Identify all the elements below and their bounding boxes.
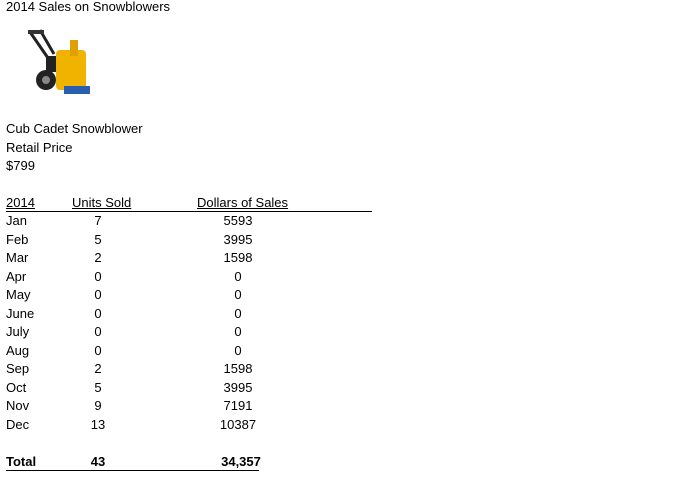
month-cell: Apr bbox=[6, 268, 27, 284]
month-cell: Sep bbox=[6, 361, 30, 376]
dollars-cell: 0 bbox=[234, 287, 242, 302]
table-row bbox=[6, 306, 372, 322]
table-row bbox=[6, 417, 372, 433]
table-row bbox=[6, 380, 372, 396]
units-cell: 0 bbox=[94, 305, 102, 321]
table-row bbox=[6, 232, 372, 248]
table-row bbox=[6, 250, 372, 266]
dollars-cell: 1598 bbox=[223, 361, 253, 376]
units-cell: 0 bbox=[94, 268, 102, 284]
month-cell: Oct bbox=[6, 379, 27, 395]
units-cell: 2 bbox=[94, 250, 102, 265]
units-cell: 5 bbox=[94, 231, 102, 247]
table-row bbox=[6, 361, 372, 377]
page-title: 2014 Sales on Snowblowers bbox=[6, 0, 171, 14]
snowblower-image bbox=[24, 28, 96, 102]
month-cell: June bbox=[6, 305, 35, 321]
header-year: 2014 bbox=[6, 195, 35, 210]
dollars-cell: 0 bbox=[234, 324, 242, 339]
month-cell: Nov bbox=[6, 398, 30, 413]
table-row bbox=[6, 213, 372, 229]
table-row bbox=[6, 324, 372, 340]
dollars-cell: 1598 bbox=[223, 250, 253, 265]
dollars-cell: 3995 bbox=[223, 231, 253, 247]
table-row bbox=[6, 269, 372, 285]
month-cell: Feb bbox=[6, 231, 29, 247]
units-cell: 7 bbox=[94, 213, 102, 228]
units-cell: 9 bbox=[94, 398, 102, 413]
units-cell: 13 bbox=[90, 416, 106, 432]
units-cell: 5 bbox=[94, 379, 102, 395]
header-units: Units Sold bbox=[72, 195, 132, 210]
dollars-cell: 0 bbox=[234, 305, 242, 321]
units-cell: 0 bbox=[94, 324, 102, 339]
dollars-cell: 0 bbox=[234, 268, 242, 284]
month-cell: Mar bbox=[6, 250, 29, 265]
product-name: Cub Cadet Snowblower bbox=[6, 121, 143, 136]
units-cell: 0 bbox=[94, 287, 102, 302]
total-dollars: 34,357 bbox=[221, 454, 261, 469]
price-label: Retail Price bbox=[6, 140, 73, 155]
units-cell: 0 bbox=[94, 342, 102, 358]
month-cell: Aug bbox=[6, 342, 30, 358]
units-cell: 2 bbox=[94, 361, 102, 376]
table-row bbox=[6, 287, 372, 303]
price-value: $799 bbox=[6, 158, 35, 173]
month-cell: Dec bbox=[6, 416, 30, 432]
table-header bbox=[6, 195, 372, 212]
table-row bbox=[6, 398, 372, 414]
header-dollars: Dollars of Sales bbox=[197, 195, 289, 210]
month-cell: July bbox=[6, 324, 30, 339]
total-label: Total bbox=[6, 454, 37, 469]
dollars-cell: 3995 bbox=[223, 379, 253, 395]
month-cell: Jan bbox=[6, 213, 27, 228]
total-row bbox=[6, 454, 259, 471]
total-units: 43 bbox=[90, 454, 106, 469]
dollars-cell: 10387 bbox=[219, 416, 257, 432]
table-row bbox=[6, 343, 372, 359]
dollars-cell: 7191 bbox=[223, 398, 253, 413]
month-cell: May bbox=[6, 287, 31, 302]
dollars-cell: 0 bbox=[234, 342, 242, 358]
dollars-cell: 5593 bbox=[223, 213, 253, 228]
